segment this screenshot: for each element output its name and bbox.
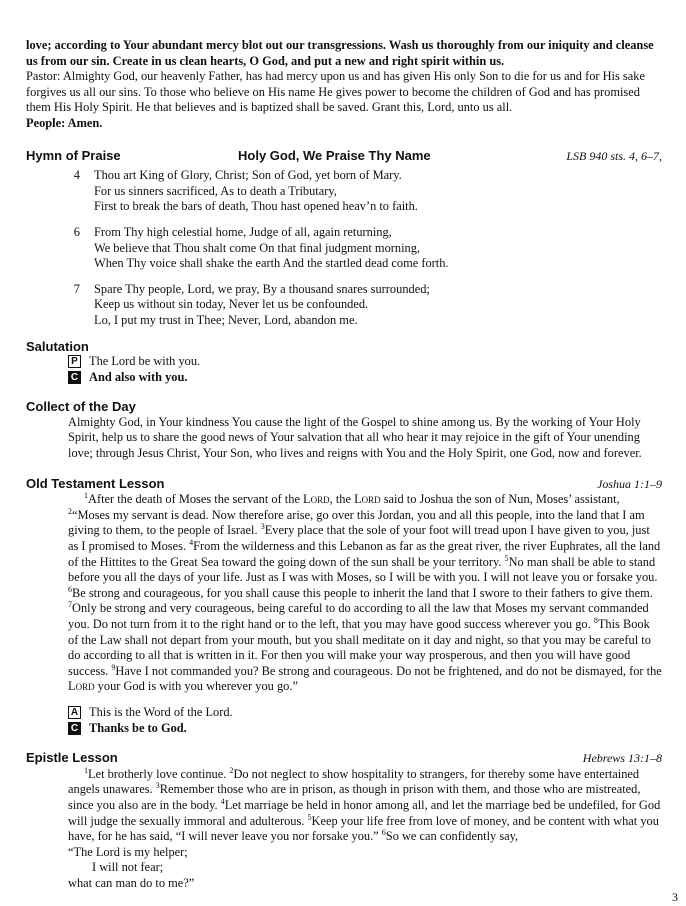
ot-heading: [26, 476, 662, 493]
stanza-line: Keep us without sin today, Never let us be confounded.: [94, 297, 369, 312]
congregation-response-text: And also with you.: [89, 369, 188, 384]
congregation-response-line: [26, 721, 662, 737]
congregation-response-text: Thanks be to God.: [89, 720, 187, 735]
stanza-line: For us sinners sacrificed, As to death a Tributary,: [94, 183, 337, 198]
epistle-quote-line: I will not fear;: [92, 860, 164, 875]
stanza-line: We believe that Thou shalt come On that final judgment morning,: [94, 240, 421, 255]
collect-title: Collect of the Day: [26, 399, 136, 415]
stanza-line: When Thy voice shall shake the earth And the startled dead come forth.: [94, 256, 449, 271]
people-response: People: Amen.: [26, 115, 103, 130]
epistle-reading-text: $^1$Let brotherly love continue. $^2$Do not neglect to show hospitality to strangers, for thereby some have entertained angels unawares. $^3$Remember those who are in prison, as though in prison with them, and those who are mistreated, since you also are in the body. $^4$Let marriage be held in honor among all, and let the marriage bed be undefiled, for God will judge the sexually immoral and adulterous. $^5$Keep your life free from love of money, and be content with what you have, for he has said, “I will never leave you nor forsake you.” $^6$So we can confidently say,: [68, 765, 661, 844]
stanza-line: From Thy high celestial home, Judge of all, again returning,: [94, 224, 392, 239]
epistle-quote-line: “The Lord is my helper;: [68, 844, 188, 859]
epistle-quote-line: what can man do to me?”: [68, 875, 195, 890]
stanza-line: Lo, I put my trust in Thee; Never, Lord, abandon me.: [94, 312, 358, 327]
confession-text: love; according to Your abundant mercy blot out our transgressions. Wash us thoroughly from our iniquity and cleanse us from our sin. Create in us clean hearts, O God, and put a new and right spirit within us.: [26, 38, 654, 68]
salutation-heading: [26, 339, 662, 355]
salutation-title: Salutation: [26, 338, 89, 354]
hymn-stanza: [26, 168, 662, 215]
congregation-symbol-icon: C: [68, 722, 81, 735]
assistant-response-text: This is the Word of the Lord.: [89, 704, 233, 719]
ot-reference: Joshua 1:1–9: [597, 476, 662, 491]
hymn-reference: LSB 940 sts. 4, 6–7,: [566, 148, 662, 163]
stanza-line: Spare Thy people, Lord, we pray, By a thousand snares surrounded;: [94, 281, 430, 296]
collect-heading: [26, 399, 662, 415]
stanza-number: 4: [73, 168, 80, 183]
hymn-header: [26, 148, 662, 165]
stanza-number: 6: [73, 224, 80, 239]
absolution-text: Almighty God, our heavenly Father, has had mercy upon us and has given His only Son to die for us and for His sake forgives us all our sins. To those who believe on His name He gives power to become the children of God and has promised them His Holy Spirit. He that believes and is baptized shall be saved. Grant this, Lord, unto us all.: [26, 69, 645, 115]
assistant-response-line: [26, 705, 662, 721]
hymn-stanza: [26, 282, 662, 329]
epistle-heading: [26, 750, 662, 767]
epistle-reference: Hebrews 13:1–8: [582, 751, 662, 766]
epistle-title: Epistle Lesson: [26, 750, 118, 766]
pastor-response-line: [26, 354, 662, 370]
ot-reading-text: $^1$After the death of Moses the servant of the Lord, the Lord said to Joshua the son of Nun, Moses’ assistant, $^2$“Moses my servant is dead. Now therefore arise, go over this Jordan, you and all this people, into the land that I am giving to them, to the people of Israel. $^3$Every place that the sole of your foot will tread upon I have given to you, just as I promised to Moses. $^4$From the wilderness and this Lebanon as far as the great river, the river Euphrates, all the land of the Hittites to the Great Sea toward the going down of the sun shall be your territory. $^5$No man shall be able to stand before you all the days of your life. Just as I was with Moses, so I will be with you. I will not leave you or forsake you. $^6$Be strong and courageous, for you shall cause this people to inherit the land that I swore to their fathers to give them. $^7$Only be strong and very courageous, being careful to do according to all the law that Moses my servant commanded you. Do not turn from it to the right hand or to the left, that you may have good success wherever you go. $^8$This Book of the Law shall not depart from your mouth, but you shall meditate on it day and night, so that you may be careful to do according to all that is written in it. For then you will make your way prosperous, and then you will have good success. $^9$Have I not commanded you? Be strong and courageous. Do not be frightened, and do not be dismayed, for the Lord your God is with you wherever you go.”: [68, 491, 662, 694]
stanza-number: 7: [73, 281, 80, 296]
stanza-line: First to break the bars of death, Thou hast opened heav’n to faith.: [94, 199, 418, 214]
stanza-line: Thou art King of Glory, Christ; Son of God, yet born of Mary.: [94, 168, 402, 183]
congregation-response-line: [26, 370, 662, 386]
congregation-symbol-icon: C: [68, 371, 81, 384]
hymn-title: Holy God, We Praise Thy Name: [238, 147, 431, 163]
assistant-symbol-icon: A: [68, 706, 81, 719]
hymn-stanza: [26, 225, 662, 272]
collect-text: Almighty God, in Your kindness You cause the light of the Gospel to shine among us. By the working of Your Holy Spirit, help us to share the good news of Your salvation that all who hear it may rejoice in the gift of Your unending love; through Jesus Christ, Your Son, who lives and reigns with You and the Holy Spirit, one God, now and forever.: [68, 414, 642, 461]
bulletin-page: [26, 38, 662, 892]
ot-title: Old Testament Lesson: [26, 475, 165, 491]
pastor-symbol-icon: P: [68, 355, 81, 368]
pastor-label: Pastor:: [26, 69, 61, 84]
hymn-label: Hymn of Praise: [26, 147, 121, 163]
absolution-paragraph: [26, 69, 662, 116]
page-number: 3: [672, 890, 678, 905]
pastor-response-text: The Lord be with you.: [89, 354, 201, 369]
